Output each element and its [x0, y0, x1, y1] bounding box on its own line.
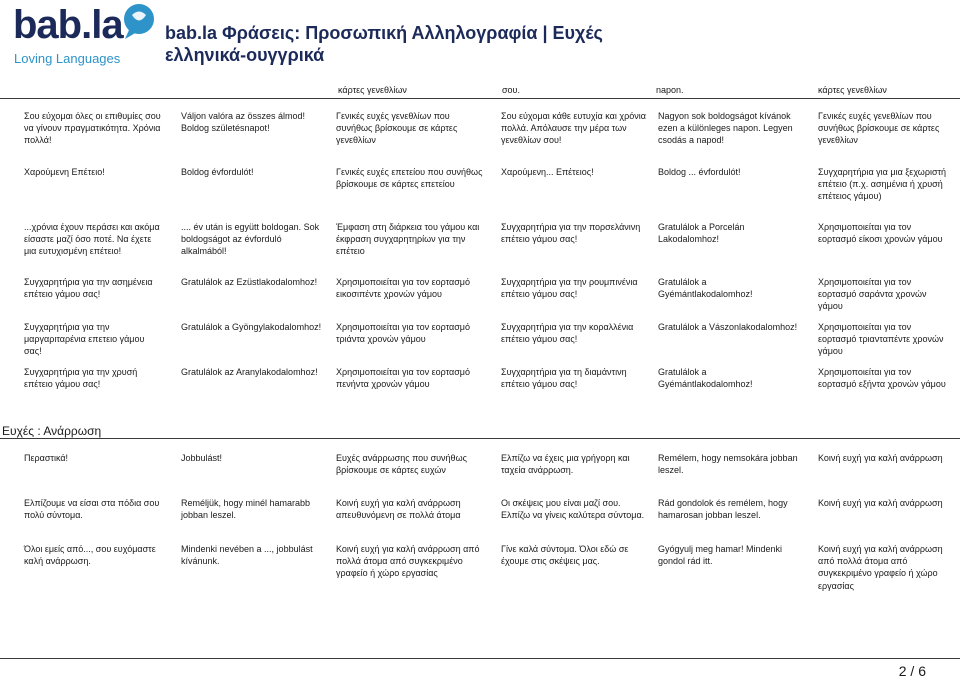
section-title: Ευχές : Ανάρρωση [2, 424, 102, 438]
phrase-cell: Χαρούμενη Επέτειο! [24, 167, 105, 177]
continuation-text: κάρτες γενεθλίων [338, 85, 407, 95]
phrase-cell: Boldog ... évfordulót! [658, 167, 741, 177]
page-number: 2 / 6 [898, 663, 926, 679]
phrase-cell: Σου εύχομαι κάθε ευτυχία και χρόνια πολλά. Απόλαυσε την μέρα των γενεθλίων σου! [501, 111, 646, 146]
phrase-cell: Gyógyulj meg hamar! Mindenki gondol rád itt. [658, 544, 783, 567]
usage-note: Κοινή ευχή για καλή ανάρρωση απευθυνόμενη σε πολλά άτομα [336, 498, 461, 521]
phrase-cell: Συγχαρητήρια για την μαργαριταρένια επετειο γάμου σας! [24, 322, 145, 357]
babla-logo[interactable] [13, 2, 153, 68]
phrase-cell: Jobbulást! [181, 453, 223, 463]
page-title-line1: bab.la Φράσεις: Προσωπική Αλληλογραφία | Ευχές [165, 23, 603, 43]
usage-note: Χρησιμοποιείται για τον εορτασμό σαράντα χρονών γάμου [818, 277, 927, 312]
usage-note: Έμφαση στη διάρκεια του γάμου και έκφραση συγχαρητηρίων για την επέτειο [336, 222, 480, 257]
footer-divider [0, 658, 960, 659]
usage-note: Ευχές ανάρρωσης που συνήθως βρίσκουμε σε κάρτες ευχών [336, 453, 467, 476]
phrase-cell: ...χρόνια έχουν περάσει και ακόμα είσαστε μαζί όσο ποτέ. Να έχετε μια ευτυχισμένη επέτειο! [24, 222, 160, 257]
phrase-cell: Συγχαρητήρια για την ρουμπινένια επέτειο γάμου σας! [501, 277, 638, 300]
phrase-cell: Váljon valóra az összes álmod! Boldog születésnapot! [181, 111, 306, 134]
usage-note: Χρησιμοποιείται για τον εορτασμό τριάντα χρονών γάμου [336, 322, 470, 345]
page-title [165, 22, 725, 66]
phrase-cell: Συγχαρητήρια για τη διαμάντινη επέτειο γάμου σας! [501, 367, 627, 390]
usage-note: Χρησιμοποιείται για τον εορτασμό τριανταπέντε χρονών γάμου [818, 322, 944, 357]
phrase-cell: Χαρούμενη... Επέτειος! [501, 167, 594, 177]
phrase-cell: Συγχαρητήρια για την κοραλλένια επέτειο γάμου σας! [501, 322, 634, 345]
section-heading [0, 420, 960, 439]
continuation-bar [0, 82, 960, 99]
usage-note: Κοινή ευχή για καλή ανάρρωση [818, 453, 943, 463]
phrase-cell: Boldog évfordulót! [181, 167, 254, 177]
usage-note: Γενικές ευχές γενεθλίων που συνήθως βρίσκουμε σε κάρτες γενεθλίων [818, 111, 940, 146]
phrase-cell: Ελπίζω να έχεις μια γρήγορη και ταχεία ανάρρωση. [501, 453, 630, 476]
logo-wordmark: bab.la [13, 3, 123, 47]
usage-note: Χρησιμοποιείται για τον εορτασμό εξήντα χρονών γάμου [818, 367, 946, 390]
usage-note: Χρησιμοποιείται για τον εορτασμό εικοσιπέντε χρονών γάμου [336, 277, 470, 300]
phrase-cell: Gratulálok az Aranylakodalomhoz! [181, 367, 318, 377]
speech-bubble-icon [119, 2, 159, 40]
phrase-cell: Mindenki nevében a ..., jobbulást kívánunk. [181, 544, 313, 567]
phrase-cell: Rád gondolok és remélem, hogy hamarosan jobban leszel. [658, 498, 788, 521]
phrase-cell: Gratulálok az Ezüstlakodalomhoz! [181, 277, 318, 287]
continuation-text: κάρτες γενεθλίων [818, 85, 887, 95]
usage-note: Κοινή ευχή για καλή ανάρρωση [818, 498, 943, 508]
phrase-cell: Gratulálok a Gyöngylakodalomhoz! [181, 322, 322, 332]
phrase-cell: Remélem, hogy nemsokára jobban leszel. [658, 453, 798, 476]
phrase-cell: Συγχαρητήρια για την ασημένεια επέτειο γάμου σας! [24, 277, 153, 300]
phrase-cell: .... év után is együtt boldogan. Sok boldogságot az évforduló alkalmából! [181, 222, 320, 257]
usage-note: Συγχαρητήρια για μια ξεχωριστή επέτειο (π.χ. ασημένια ή χρυσή επέτειος γάμου) [818, 167, 947, 202]
phrase-cell: Συγχαρητήρια για την χρυσή επέτειο γάμου σας! [24, 367, 138, 390]
usage-note: Γενικές ευχές γενεθλίων που συνήθως βρίσκουμε σε κάρτες γενεθλίων [336, 111, 458, 146]
phrase-cell: Ελπίζουμε να είσαι στα πόδια σου πολύ σύντομα. [24, 498, 160, 521]
usage-note: Γενικές ευχές επετείου που συνήθως βρίσκουμε σε κάρτες επετείου [336, 167, 483, 190]
usage-note: Κοινή ευχή για καλή ανάρρωση από πολλά άτομα από συγκεκριμένο γραφείο ή χώρο εργασίας [818, 544, 943, 591]
phrase-cell: Συγχαρητήρια για την πορσελάνινη επέτειο γάμου σας! [501, 222, 641, 245]
phrase-cell: Όλοι εμείς από..., σου ευχόμαστε καλή ανάρρωση. [24, 544, 156, 567]
phrase-cell: Gratulálok a Gyémántlakodalomhoz! [658, 277, 753, 300]
phrase-cell: Οι σκέψεις μου είναι μαζί σου. Ελπίζω να γίνεις καλύτερα σύντομα. [501, 498, 645, 521]
usage-note: Κοινή ευχή για καλή ανάρρωση από πολλά άτομα από συγκεκριμένο γραφείο ή χώρο εργασίας [336, 544, 480, 579]
phrase-cell: Γίνε καλά σύντομα. Όλοι εδώ σε έχουμε στις σκέψεις μας. [501, 544, 629, 567]
page-title-line2: ελληνικά-ουγγρικά [165, 45, 325, 65]
phrase-cell: Περαστικά! [24, 453, 69, 463]
phrase-cell: Gratulálok a Porcelán Lakodalomhoz! [658, 222, 745, 245]
phrase-cell: Σου εύχομαι όλες οι επιθυμίες σου να γίνουν πραγματικότητα. Χρόνια πολλά! [24, 111, 161, 146]
continuation-text: napon. [656, 85, 684, 95]
phrase-cell: Nagyon sok boldogságot kívánok ezen a különleges napon. Legyen csodás a napod! [658, 111, 793, 146]
usage-note: Χρησιμοποιείται για τον εορτασμό είκοσι χρονών γάμου [818, 222, 943, 245]
phrase-cell: Gratulálok a Vászonlakodalomhoz! [658, 322, 798, 332]
phrase-cell: Reméljük, hogy minél hamarabb jobban leszel. [181, 498, 311, 521]
continuation-text: σου. [502, 85, 520, 95]
logo-tagline: Loving Languages [14, 51, 121, 66]
phrase-cell: Gratulálok a Gyémántlakodalomhoz! [658, 367, 753, 390]
usage-note: Χρησιμοποιείται για τον εορτασμό πενήντα χρονών γάμου [336, 367, 470, 390]
